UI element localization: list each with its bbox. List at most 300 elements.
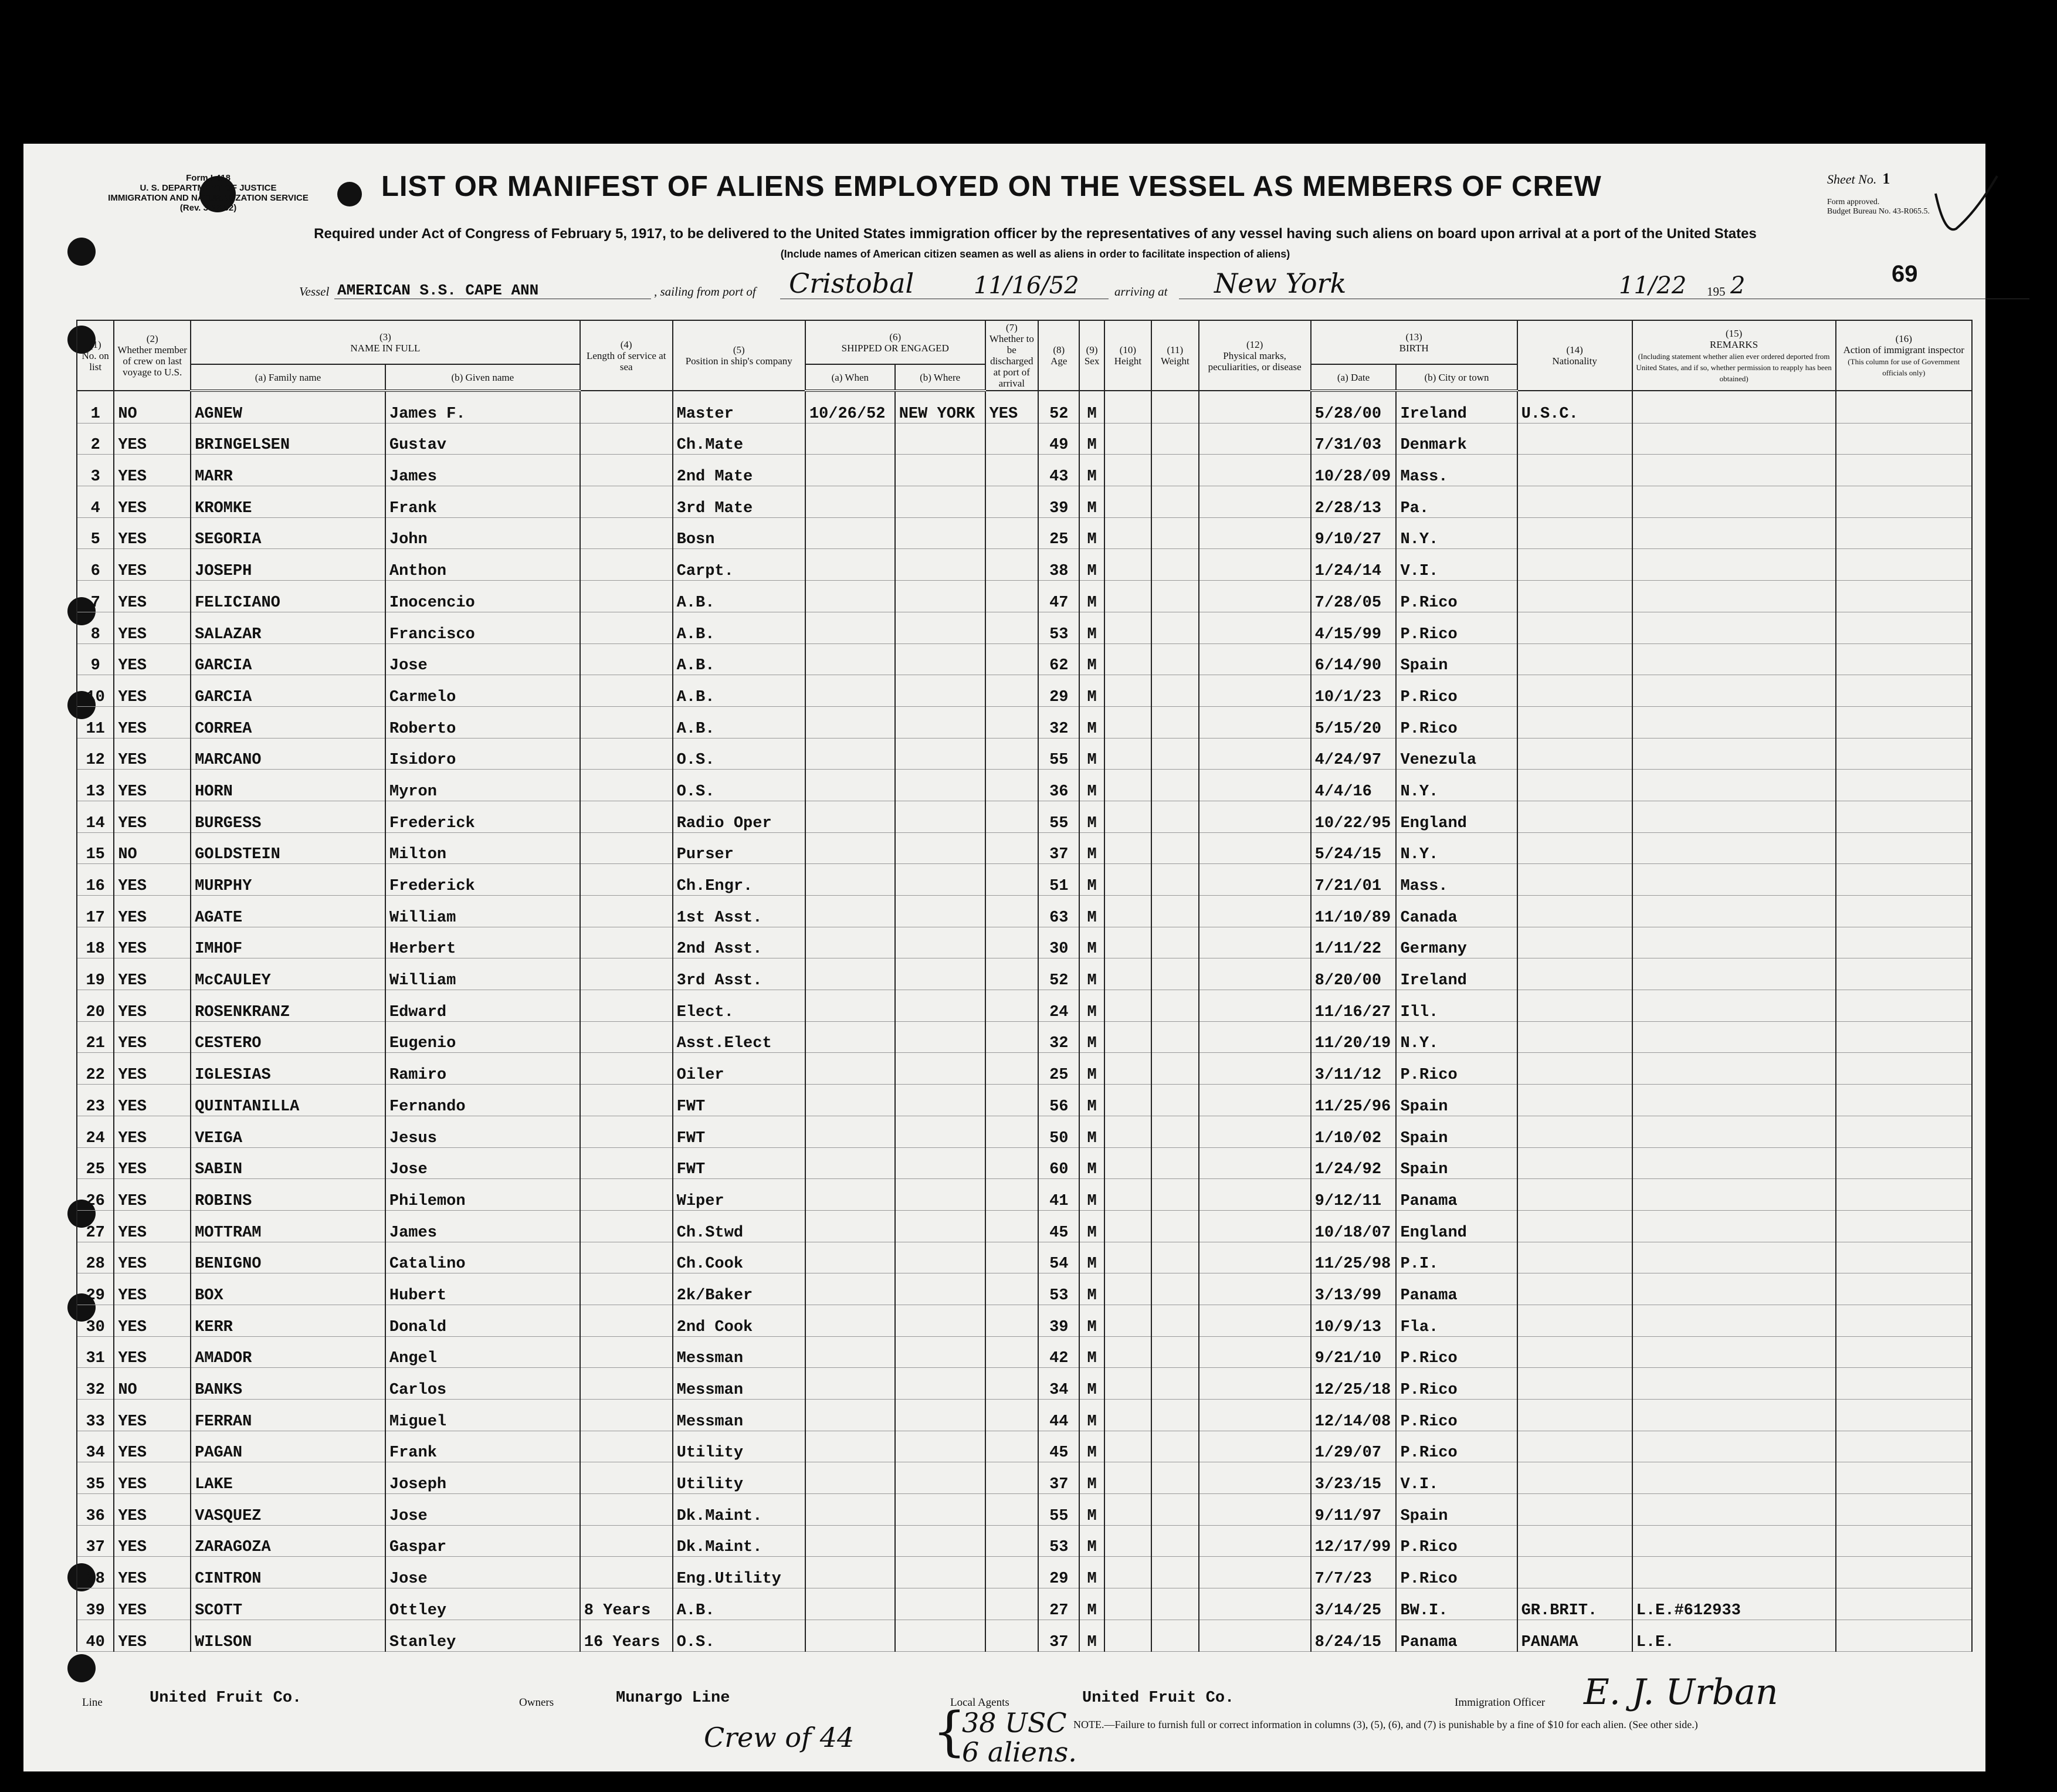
sex-cell: M: [1079, 612, 1104, 643]
remarks-cell: L.E.: [1632, 1620, 1836, 1651]
weight-cell: [1151, 549, 1198, 581]
birth-date-cell: 10/9/13: [1311, 1305, 1397, 1336]
given-name-cell: Ottley: [385, 1588, 580, 1620]
birth-date-cell: 4/24/97: [1311, 738, 1397, 770]
row-number-cell: 37: [77, 1525, 114, 1557]
age-cell: 53: [1038, 1273, 1079, 1305]
service-length-cell: [580, 549, 673, 581]
nationality-cell: [1517, 832, 1632, 864]
birth-date-cell: 11/25/96: [1311, 1085, 1397, 1116]
height-cell: [1104, 770, 1151, 801]
weight-cell: [1151, 1620, 1198, 1651]
height-cell: [1104, 927, 1151, 958]
service-length-cell: [580, 643, 673, 675]
inspector-action-cell: [1836, 1021, 1972, 1053]
sex-cell: M: [1079, 391, 1104, 423]
sex-cell: M: [1079, 896, 1104, 927]
crew-aliens: 6 aliens.: [962, 1736, 1077, 1768]
inspector-action-cell: [1836, 1242, 1972, 1273]
physical-marks-cell: [1199, 1431, 1311, 1462]
weight-cell: [1151, 1400, 1198, 1431]
inspector-action-cell: [1836, 1305, 1972, 1336]
inspector-action-cell: [1836, 517, 1972, 549]
birth-place-cell: N.Y.: [1396, 517, 1517, 549]
physical-marks-cell: [1199, 391, 1311, 423]
table-row: [77, 927, 1972, 958]
remarks-cell: L.E.#612933: [1632, 1588, 1836, 1620]
weight-cell: [1151, 801, 1198, 832]
position-cell: 2nd Cook: [673, 1305, 805, 1336]
birth-place-cell: Spain: [1396, 1147, 1517, 1179]
col-header-given-name: (b) Given name: [385, 364, 580, 391]
birth-place-cell: Spain: [1396, 1494, 1517, 1526]
shipped-when-cell: [805, 1242, 895, 1273]
remarks-cell: [1632, 1557, 1836, 1588]
year-prefix: 195: [1707, 284, 1726, 299]
age-cell: 47: [1038, 581, 1079, 612]
nationality-cell: [1517, 675, 1632, 707]
nationality-cell: [1517, 1431, 1632, 1462]
sex-cell: M: [1079, 423, 1104, 455]
line-value: United Fruit Co.: [150, 1689, 302, 1707]
age-cell: 50: [1038, 1116, 1079, 1147]
inspector-action-cell: [1836, 1462, 1972, 1494]
physical-marks-cell: [1199, 706, 1311, 738]
discharged-cell: [985, 832, 1039, 864]
discharged-cell: [985, 612, 1039, 643]
remarks-cell: [1632, 1273, 1836, 1305]
sex-cell: M: [1079, 990, 1104, 1022]
subtitle-note: (Include names of American citizen seamen as well as aliens in order to facilitate inspection of aliens): [780, 248, 1290, 260]
inspector-action-cell: [1836, 581, 1972, 612]
shipped-where-cell: [895, 1588, 985, 1620]
birth-date-cell: 5/24/15: [1311, 832, 1397, 864]
weight-cell: [1151, 455, 1198, 486]
physical-marks-cell: [1199, 1525, 1311, 1557]
service-length-cell: [580, 1305, 673, 1336]
age-cell: 62: [1038, 643, 1079, 675]
weight-cell: [1151, 1242, 1198, 1273]
inspector-action-cell: [1836, 423, 1972, 455]
shipped-where-cell: [895, 770, 985, 801]
shipped-where-cell: [895, 801, 985, 832]
position-cell: Ch.Engr.: [673, 864, 805, 896]
discharged-cell: [985, 1400, 1039, 1431]
nationality-cell: [1517, 423, 1632, 455]
age-cell: 53: [1038, 1525, 1079, 1557]
birth-date-cell: 6/14/90: [1311, 643, 1397, 675]
table-row: [77, 581, 1972, 612]
birth-place-cell: P.Rico: [1396, 1368, 1517, 1400]
height-cell: [1104, 1620, 1151, 1651]
remarks-cell: [1632, 770, 1836, 801]
row-number-cell: 27: [77, 1210, 114, 1242]
row-number-cell: 4: [77, 486, 114, 518]
discharged-cell: [985, 706, 1039, 738]
col-header-age: (8) Age: [1038, 320, 1079, 391]
prev-voyage-cell: YES: [114, 1525, 191, 1557]
remarks-cell: [1632, 1494, 1836, 1526]
service-length-cell: [580, 1368, 673, 1400]
table-row: [77, 1557, 1972, 1588]
family-name-cell: FELICIANO: [191, 581, 385, 612]
row-number-cell: 26: [77, 1179, 114, 1211]
discharged-cell: [985, 1147, 1039, 1179]
table-row: [77, 706, 1972, 738]
row-number-cell: 6: [77, 549, 114, 581]
service-length-cell: 8 Years: [580, 1588, 673, 1620]
given-name-cell: Carlos: [385, 1368, 580, 1400]
remarks-cell: [1632, 643, 1836, 675]
given-name-cell: James: [385, 1210, 580, 1242]
service-length-cell: [580, 801, 673, 832]
given-name-cell: Joseph: [385, 1462, 580, 1494]
physical-marks-cell: [1199, 1210, 1311, 1242]
table-row: [77, 612, 1972, 643]
inspector-action-cell: [1836, 455, 1972, 486]
position-cell: Dk.Maint.: [673, 1525, 805, 1557]
sex-cell: M: [1079, 581, 1104, 612]
row-number-cell: 30: [77, 1305, 114, 1336]
row-number-cell: 31: [77, 1336, 114, 1368]
position-cell: Oiler: [673, 1053, 805, 1085]
position-cell: O.S.: [673, 738, 805, 770]
discharged-cell: [985, 801, 1039, 832]
birth-place-cell: P.Rico: [1396, 1431, 1517, 1462]
family-name-cell: ROSENKRANZ: [191, 990, 385, 1022]
sex-cell: M: [1079, 486, 1104, 518]
birth-place-cell: Canada: [1396, 896, 1517, 927]
table-row: [77, 391, 1972, 423]
prev-voyage-cell: YES: [114, 1494, 191, 1526]
sex-cell: M: [1079, 1242, 1104, 1273]
shipped-where-cell: NEW YORK: [895, 391, 985, 423]
position-cell: O.S.: [673, 1620, 805, 1651]
given-name-cell: Herbert: [385, 927, 580, 958]
inspector-action-cell: [1836, 832, 1972, 864]
nationality-cell: GR.BRIT.: [1517, 1588, 1632, 1620]
physical-marks-cell: [1199, 801, 1311, 832]
weight-cell: [1151, 675, 1198, 707]
shipped-when-cell: [805, 990, 895, 1022]
family-name-cell: IMHOF: [191, 927, 385, 958]
sheet-value: 1: [1882, 170, 1890, 187]
physical-marks-cell: [1199, 738, 1311, 770]
weight-cell: [1151, 1116, 1198, 1147]
given-name-cell: Hubert: [385, 1273, 580, 1305]
from-port: Cristobal: [789, 267, 914, 299]
position-cell: 3rd Mate: [673, 486, 805, 518]
nationality-cell: [1517, 1021, 1632, 1053]
birth-place-cell: Mass.: [1396, 455, 1517, 486]
sex-cell: M: [1079, 927, 1104, 958]
inspector-action-cell: [1836, 1273, 1972, 1305]
service: IMMIGRATION AND NATURALIZATION SERVICE: [108, 193, 309, 203]
given-name-cell: Ramiro: [385, 1053, 580, 1085]
sex-cell: M: [1079, 1588, 1104, 1620]
age-cell: 39: [1038, 486, 1079, 518]
given-name-cell: Milton: [385, 832, 580, 864]
given-name-cell: Jose: [385, 643, 580, 675]
shipped-when-cell: [805, 832, 895, 864]
height-cell: [1104, 1494, 1151, 1526]
nationality-cell: [1517, 1273, 1632, 1305]
weight-cell: [1151, 1368, 1198, 1400]
height-cell: [1104, 1431, 1151, 1462]
shipped-where-cell: [895, 706, 985, 738]
family-name-cell: LAKE: [191, 1462, 385, 1494]
remarks-cell: [1632, 455, 1836, 486]
to-port: New York: [1214, 267, 1347, 299]
discharged-cell: [985, 1525, 1039, 1557]
agents-value: United Fruit Co.: [1082, 1689, 1235, 1707]
prev-voyage-cell: YES: [114, 1400, 191, 1431]
shipped-when-cell: [805, 864, 895, 896]
shipped-where-cell: [895, 990, 985, 1022]
age-cell: 34: [1038, 1368, 1079, 1400]
nationality-cell: [1517, 864, 1632, 896]
col-header-height: (10) Height: [1104, 320, 1151, 391]
nationality-cell: [1517, 738, 1632, 770]
remarks-cell: [1632, 1116, 1836, 1147]
nationality-cell: [1517, 1147, 1632, 1179]
family-name-cell: PAGAN: [191, 1431, 385, 1462]
birth-date-cell: 8/24/15: [1311, 1620, 1397, 1651]
family-name-cell: GARCIA: [191, 675, 385, 707]
age-cell: 43: [1038, 455, 1079, 486]
row-number-cell: 15: [77, 832, 114, 864]
age-cell: 42: [1038, 1336, 1079, 1368]
inspector-action-cell: [1836, 1400, 1972, 1431]
nationality-cell: [1517, 770, 1632, 801]
remarks-cell: [1632, 738, 1836, 770]
service-length-cell: [580, 517, 673, 549]
weight-cell: [1151, 958, 1198, 990]
height-cell: [1104, 1053, 1151, 1085]
height-cell: [1104, 675, 1151, 707]
weight-cell: [1151, 1525, 1198, 1557]
nationality-cell: [1517, 581, 1632, 612]
physical-marks-cell: [1199, 864, 1311, 896]
shipped-where-cell: [895, 1242, 985, 1273]
discharged-cell: [985, 1336, 1039, 1368]
family-name-cell: MARR: [191, 455, 385, 486]
remarks-cell: [1632, 706, 1836, 738]
nationality-cell: [1517, 801, 1632, 832]
row-number-cell: 18: [77, 927, 114, 958]
shipped-where-cell: [895, 1368, 985, 1400]
shipped-where-cell: [895, 1021, 985, 1053]
position-cell: A.B.: [673, 643, 805, 675]
table-row: [77, 1021, 1972, 1053]
birth-date-cell: 2/28/13: [1311, 486, 1397, 518]
col-header-birth: (13) BIRTH: [1311, 320, 1517, 364]
owners-label: Owners: [519, 1696, 554, 1709]
table-row: [77, 549, 1972, 581]
nationality-cell: [1517, 1336, 1632, 1368]
remarks-cell: [1632, 1525, 1836, 1557]
shipped-where-cell: [895, 1147, 985, 1179]
nationality-cell: [1517, 549, 1632, 581]
birth-place-cell: V.I.: [1396, 1462, 1517, 1494]
birth-date-cell: 7/21/01: [1311, 864, 1397, 896]
family-name-cell: CORREA: [191, 706, 385, 738]
discharged-cell: [985, 1242, 1039, 1273]
family-name-cell: FERRAN: [191, 1400, 385, 1431]
shipped-when-cell: [805, 581, 895, 612]
form-number: Form I-418: [186, 173, 231, 183]
shipped-when-cell: [805, 738, 895, 770]
service-length-cell: [580, 1400, 673, 1431]
inspector-action-cell: [1836, 1588, 1972, 1620]
discharged-cell: [985, 958, 1039, 990]
birth-place-cell: P.Rico: [1396, 1053, 1517, 1085]
given-name-cell: Inocencio: [385, 581, 580, 612]
height-cell: [1104, 958, 1151, 990]
shipped-where-cell: [895, 581, 985, 612]
sex-cell: M: [1079, 1179, 1104, 1211]
inspector-action-cell: [1836, 990, 1972, 1022]
checkmark-icon: [1930, 170, 2000, 240]
discharged-cell: [985, 1588, 1039, 1620]
prev-voyage-cell: YES: [114, 1053, 191, 1085]
height-cell: [1104, 1021, 1151, 1053]
row-number-cell: 11: [77, 706, 114, 738]
remarks-cell: [1632, 1179, 1836, 1211]
position-cell: A.B.: [673, 675, 805, 707]
shipped-where-cell: [895, 1210, 985, 1242]
discharged-cell: [985, 643, 1039, 675]
binder-hole: [67, 238, 96, 266]
inspector-action-cell: [1836, 864, 1972, 896]
service-length-cell: [580, 1431, 673, 1462]
service-length-cell: [580, 612, 673, 643]
discharged-cell: [985, 1085, 1039, 1116]
weight-cell: [1151, 517, 1198, 549]
discharged-cell: [985, 1494, 1039, 1526]
row-number-cell: 32: [77, 1368, 114, 1400]
shipped-where-cell: [895, 612, 985, 643]
height-cell: [1104, 1305, 1151, 1336]
age-cell: 52: [1038, 391, 1079, 423]
weight-cell: [1151, 1021, 1198, 1053]
position-cell: Ch.Mate: [673, 423, 805, 455]
age-cell: 37: [1038, 832, 1079, 864]
family-name-cell: CINTRON: [191, 1557, 385, 1588]
family-name-cell: BANKS: [191, 1368, 385, 1400]
form-identifier: [85, 173, 331, 213]
row-number-cell: 34: [77, 1431, 114, 1462]
service-length-cell: [580, 990, 673, 1022]
height-cell: [1104, 1085, 1151, 1116]
nationality-cell: [1517, 1368, 1632, 1400]
prev-voyage-cell: YES: [114, 1557, 191, 1588]
shipped-where-cell: [895, 1273, 985, 1305]
birth-place-cell: N.Y.: [1396, 1021, 1517, 1053]
family-name-cell: MARCANO: [191, 738, 385, 770]
birth-date-cell: 10/1/23: [1311, 675, 1397, 707]
col-header-birth-date: (a) Date: [1311, 364, 1397, 391]
shipped-where-cell: [895, 517, 985, 549]
birth-place-cell: Germany: [1396, 927, 1517, 958]
birth-date-cell: 11/16/27: [1311, 990, 1397, 1022]
remarks-cell: [1632, 958, 1836, 990]
age-cell: 44: [1038, 1400, 1079, 1431]
row-number-cell: 23: [77, 1085, 114, 1116]
sex-cell: M: [1079, 1336, 1104, 1368]
shipped-when-cell: [805, 1400, 895, 1431]
approval-line: Budget Bureau No. 43-R065.5.: [1827, 207, 1930, 216]
table-row: [77, 1053, 1972, 1085]
physical-marks-cell: [1199, 896, 1311, 927]
nationality-cell: [1517, 1494, 1632, 1526]
family-name-cell: BENIGNO: [191, 1242, 385, 1273]
weight-cell: [1151, 1557, 1198, 1588]
prev-voyage-cell: YES: [114, 958, 191, 990]
birth-date-cell: 4/15/99: [1311, 612, 1397, 643]
sheet-label: Sheet No.: [1827, 172, 1877, 187]
given-name-cell: Frank: [385, 1431, 580, 1462]
row-number-cell: 36: [77, 1494, 114, 1526]
table-row: [77, 864, 1972, 896]
remarks-cell: [1632, 549, 1836, 581]
nationality-cell: [1517, 455, 1632, 486]
position-cell: FWT: [673, 1147, 805, 1179]
nationality-cell: U.S.C.: [1517, 391, 1632, 423]
table-row: [77, 990, 1972, 1022]
family-name-cell: HORN: [191, 770, 385, 801]
physical-marks-cell: [1199, 1588, 1311, 1620]
prev-voyage-cell: YES: [114, 864, 191, 896]
shipped-when-cell: [805, 1085, 895, 1116]
given-name-cell: Stanley: [385, 1620, 580, 1651]
inspector-action-cell: [1836, 549, 1972, 581]
weight-cell: [1151, 864, 1198, 896]
subtitle: Required under Act of Congress of February 5, 1917, to be delivered to the United States immigration officer by the representatives of any vessel having such aliens on board upon arrival at a port of the United States: [314, 226, 1757, 242]
family-name-cell: GOLDSTEIN: [191, 832, 385, 864]
birth-place-cell: Venezula: [1396, 738, 1517, 770]
family-name-cell: KERR: [191, 1305, 385, 1336]
family-name-cell: GARCIA: [191, 643, 385, 675]
shipped-when-cell: [805, 1620, 895, 1651]
given-name-cell: Frederick: [385, 864, 580, 896]
nationality-cell: [1517, 1085, 1632, 1116]
discharged-cell: [985, 1557, 1039, 1588]
prev-voyage-cell: YES: [114, 1273, 191, 1305]
physical-marks-cell: [1199, 1557, 1311, 1588]
table-row: [77, 1431, 1972, 1462]
birth-place-cell: Panama: [1396, 1179, 1517, 1211]
shipped-where-cell: [895, 896, 985, 927]
family-name-cell: AGATE: [191, 896, 385, 927]
row-number-cell: 5: [77, 517, 114, 549]
position-cell: Utility: [673, 1462, 805, 1494]
table-row: [77, 1273, 1972, 1305]
weight-cell: [1151, 1179, 1198, 1211]
sex-cell: M: [1079, 801, 1104, 832]
service-length-cell: [580, 927, 673, 958]
shipped-where-cell: [895, 1336, 985, 1368]
weight-cell: [1151, 927, 1198, 958]
given-name-cell: Frank: [385, 486, 580, 518]
height-cell: [1104, 517, 1151, 549]
family-name-cell: AMADOR: [191, 1336, 385, 1368]
height-cell: [1104, 990, 1151, 1022]
birth-date-cell: 9/21/10: [1311, 1336, 1397, 1368]
physical-marks-cell: [1199, 1179, 1311, 1211]
sex-cell: M: [1079, 958, 1104, 990]
shipped-when-cell: [805, 1557, 895, 1588]
